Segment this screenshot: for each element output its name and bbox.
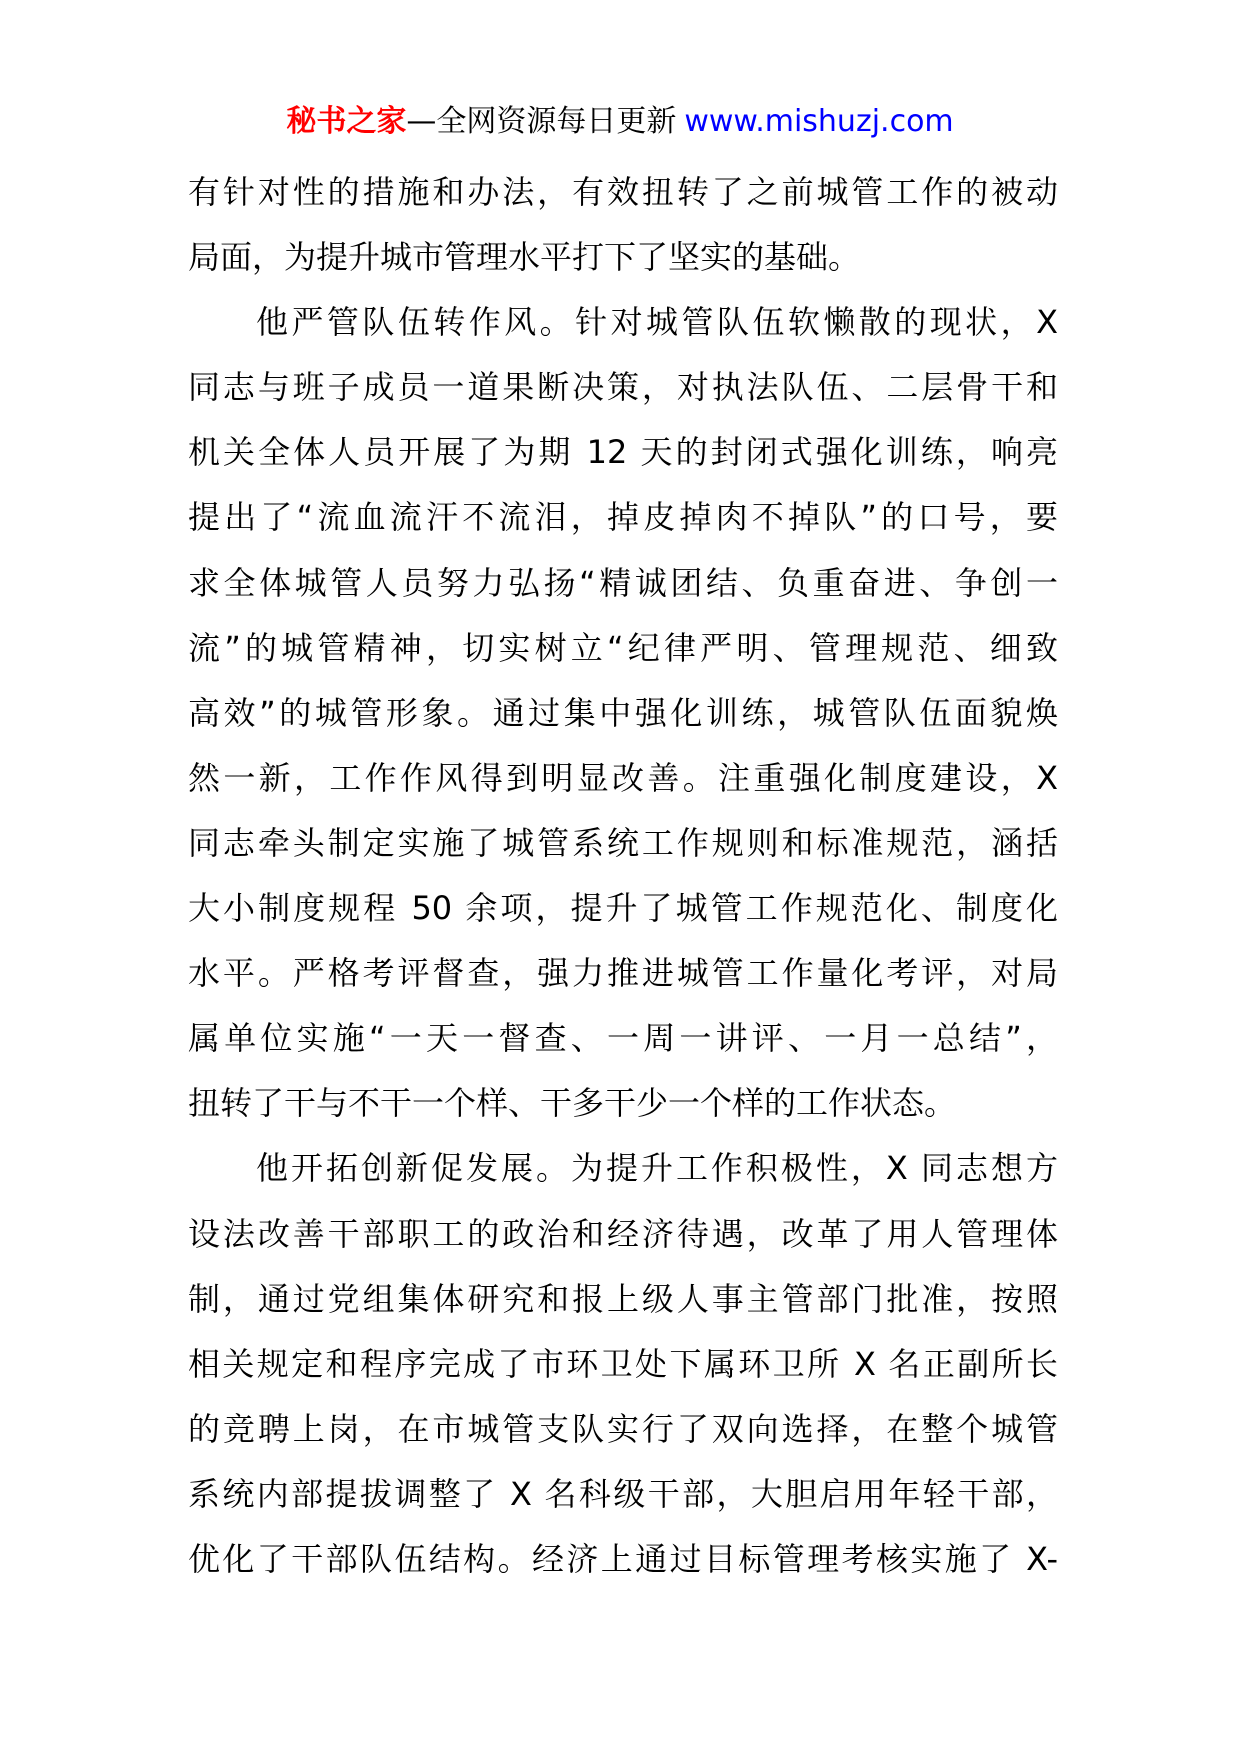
text-line: 同志与班子成员一道果断决策，对执法队伍、二层骨干和 — [188, 368, 1058, 407]
text-line: 相关规定和程序完成了市环卫处下属环卫所 X 名正副所长 — [188, 1344, 1058, 1383]
text-line: 设法改善干部职工的政治和经济待遇，改革了用人管理体 — [188, 1214, 1058, 1253]
text-line: 制，通过党组集体研究和报上级人事主管部门批准，按照 — [188, 1279, 1058, 1318]
text-line: 系统内部提拔调整了 X 名科级干部，大胆启用年轻干部， — [188, 1474, 1058, 1513]
document-body — [188, 160, 1058, 1592]
text-line: 他开拓创新促发展。为提升工作积极性，X 同志想方 — [256, 1149, 1058, 1188]
text-line: 然一新，工作作风得到明显改善。注重强化制度建设，X — [188, 758, 1058, 797]
text-line: 大小制度规程 50 余项，提升了城管工作规范化、制度化 — [188, 889, 1058, 928]
text-line: 有针对性的措施和办法，有效扭转了之前城管工作的被动 — [188, 173, 1058, 211]
text-line: 属单位实施“一天一督查、一周一讲评、一月一总结”， — [188, 1019, 1058, 1058]
header-tagline: —全网资源每日更新 — [406, 104, 677, 139]
text-line: 的竞聘上岗，在市城管支队实行了双向选择，在整个城管 — [188, 1409, 1058, 1448]
brand-name: 秘书之家 — [286, 104, 407, 139]
site-header — [0, 100, 1240, 144]
text-line: 同志牵头制定实施了城管系统工作规则和标准规范，涵括 — [188, 823, 1058, 862]
text-line: 扭转了干与不干一个样、干多干少一个样的工作状态。 — [188, 1084, 957, 1123]
text-line: 水平。严格考评督查，强力推进城管工作量化考评，对局 — [188, 954, 1058, 993]
text-line: 流”的城管精神，切实树立“纪律严明、管理规范、细致 — [188, 628, 1058, 667]
text-line: 局面，为提升城市管理水平打下了坚实的基础。 — [188, 238, 861, 277]
text-line: 机关全体人员开展了为期 12 天的封闭式强化训练，响亮 — [188, 433, 1058, 472]
text-line: 提出了“流血流汗不流泪，掉皮掉肉不掉队”的口号，要 — [188, 498, 1058, 537]
text-line: 他严管队伍转作风。针对城管队伍软懒散的现状，X — [256, 303, 1058, 342]
text-line: 求全体城管人员努力弘扬“精诚团结、负重奋进、争创一 — [188, 563, 1058, 602]
text-line: 高效”的城管形象。通过集中强化训练，城管队伍面貌焕 — [188, 693, 1058, 732]
site-url-link[interactable]: www.mishuzj.com — [684, 104, 954, 139]
text-line: 优化了干部队伍结构。经济上通过目标管理考核实施了 X- — [188, 1539, 1058, 1578]
